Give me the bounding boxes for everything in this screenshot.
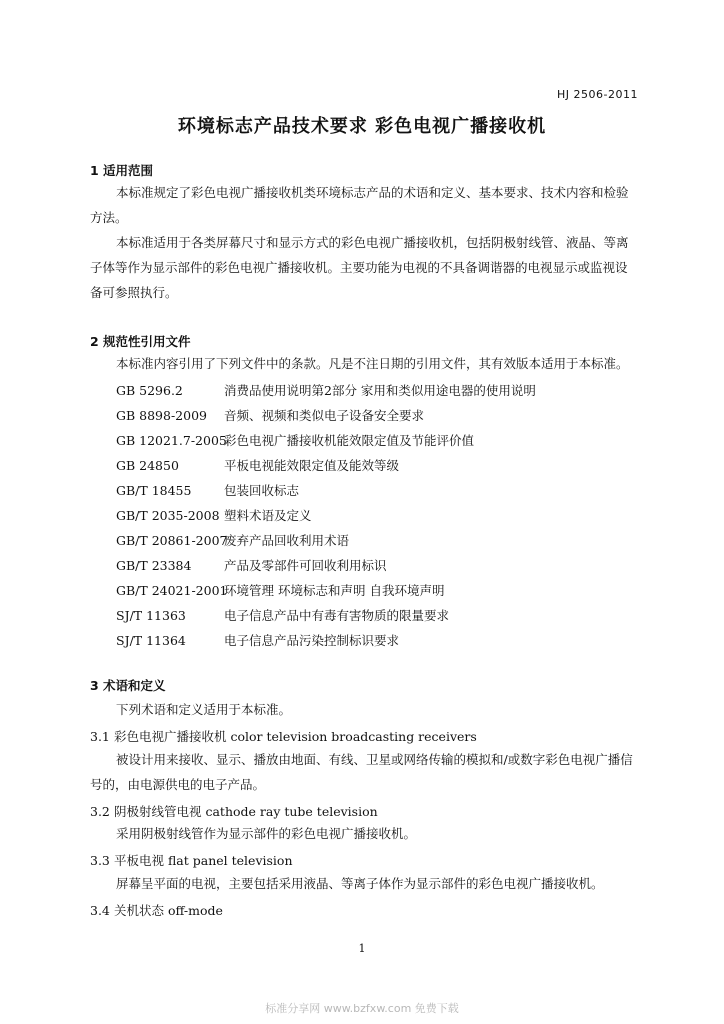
term-number: 3.1 (90, 729, 110, 744)
reference-title: 电子信息产品污染控制标识要求 (224, 633, 400, 648)
section-3-intro: 下列术语和定义适用于本标准。 (116, 702, 292, 717)
reference-row (116, 431, 474, 449)
term-label: 关机状态 off-mode (114, 903, 223, 918)
reference-row (116, 406, 424, 424)
term-heading (90, 727, 477, 745)
reference-title: 平板电视能效限定值及能效等级 (224, 458, 400, 473)
reference-code: GB 12021.7-2005 (116, 433, 227, 448)
reference-code: GB 24850 (116, 458, 179, 473)
reference-title: 彩色电视广播接收机能效限定值及节能评价值 (224, 433, 475, 448)
term-definition: 采用阴极射线管作为显示部件的彩色电视广播接收机。 (116, 826, 417, 841)
document-title: 环境标志产品技术要求 彩色电视广播接收机 (177, 116, 547, 137)
reference-code: GB/T 24021-2001 (116, 583, 228, 598)
page-number: 1 (358, 942, 366, 955)
reference-code: SJ/T 11364 (116, 633, 186, 648)
reference-code: GB 8898-2009 (116, 408, 207, 423)
term-label: 彩色电视广播接收机 color television broadcasting receivers (114, 729, 477, 744)
reference-row (116, 381, 536, 399)
section-1-paragraph-2: 本标准适用于各类屏幕尺寸和显示方式的彩色电视广播接收机，包括阴极射线管、液晶、等离子体等作为显示部件的彩色电视广播接收机。主要功能为电视的不具备调谐器的电视显示或监视设备可参照执行。 (90, 235, 629, 300)
section-2-heading: 2 规范性引用文件 (90, 334, 191, 349)
term-number: 3.2 (90, 804, 110, 819)
reference-row (116, 456, 399, 474)
reference-title: 废弃产品回收利用术语 (224, 533, 350, 548)
section-1-heading: 1 适用范围 (90, 163, 154, 178)
watermark: 标准分享网 www.bzfxw.com 免费下载 (265, 1002, 459, 1015)
reference-title: 包装回收标志 (224, 483, 300, 498)
reference-row (116, 506, 312, 524)
section-1-paragraph-1: 本标准规定了彩色电视广播接收机类环境标志产品的术语和定义、基本要求、技术内容和检验方法。 (90, 185, 629, 225)
reference-title: 产品及零部件可回收利用标识 (224, 558, 387, 573)
term-label: 阴极射线管电视 cathode ray tube television (114, 804, 378, 819)
reference-title: 消费品使用说明第2部分 家用和类似用途电器的使用说明 (224, 383, 536, 398)
term-label: 平板电视 flat panel television (114, 853, 293, 868)
reference-code: GB/T 18455 (116, 483, 192, 498)
section-2-intro: 本标准内容引用了下列文件中的条款。凡是不注日期的引用文件，其有效版本适用于本标准。 (116, 356, 629, 371)
reference-code: GB/T 20861-2007 (116, 533, 228, 548)
reference-row (116, 581, 444, 599)
section-3-heading: 3 术语和定义 (90, 678, 166, 693)
reference-code: GB/T 23384 (116, 558, 192, 573)
term-heading (90, 802, 378, 820)
reference-code: GB 5296.2 (116, 383, 183, 398)
reference-row (116, 631, 399, 649)
reference-title: 电子信息产品中有毒有害物质的限量要求 (224, 608, 450, 623)
document-code: HJ 2506-2011 (557, 88, 638, 101)
reference-title: 环境管理 环境标志和声明 自我环境声明 (224, 583, 445, 598)
reference-row (116, 556, 387, 574)
reference-title: 音频、视频和类似电子设备安全要求 (224, 408, 425, 423)
term-heading (90, 851, 293, 869)
term-number: 3.4 (90, 903, 110, 918)
term-number: 3.3 (90, 853, 110, 868)
reference-title: 塑料术语及定义 (224, 508, 312, 523)
term-definition: 被设计用来接收、显示、播放由地面、有线、卫星或网络传输的模拟和/或数字彩色电视广播信号的，由电源供电的电子产品。 (90, 752, 633, 792)
reference-code: GB/T 2035-2008 (116, 508, 220, 523)
term-definition: 屏幕呈平面的电视，主要包括采用液晶、等离子体作为显示部件的彩色电视广播接收机。 (116, 876, 604, 891)
reference-row (116, 606, 449, 624)
term-heading (90, 901, 223, 919)
reference-code: SJ/T 11363 (116, 608, 186, 623)
reference-row (116, 481, 299, 499)
reference-row (116, 531, 349, 549)
